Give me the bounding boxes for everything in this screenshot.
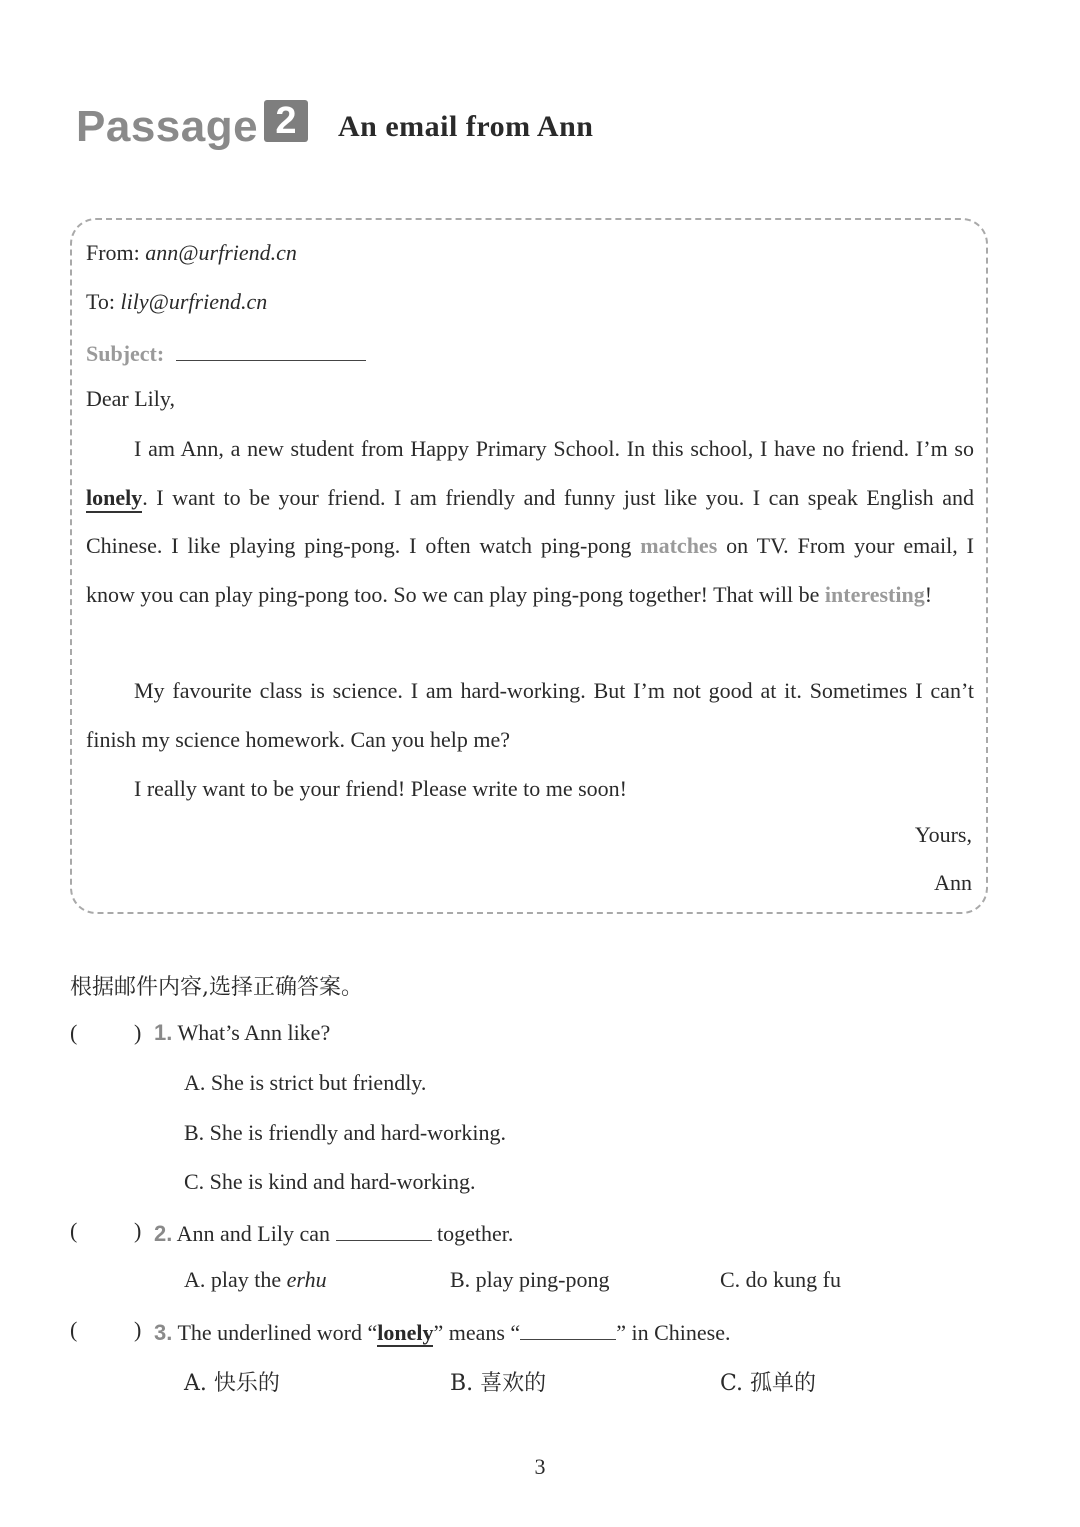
to-label: To: (86, 289, 116, 314)
question-number: 3. (154, 1320, 173, 1345)
answer-paren-open: ( (70, 1317, 78, 1342)
underlined-word-lonely: lonely (86, 485, 142, 513)
q3-option-a[interactable]: A. 快乐的 (184, 1371, 280, 1396)
answer-paren-open: ( (70, 1218, 78, 1243)
page-number: 3 (534, 1454, 546, 1479)
greeting: Dear Lily, (86, 386, 175, 411)
question-text-c: ” in Chinese. (616, 1320, 731, 1345)
answer-paren-close: ) (134, 1317, 142, 1342)
answer-paren-close: ) (134, 1020, 142, 1045)
from-label: From: (86, 240, 140, 265)
p1-text-b: . I want to be your friend. I am friendly and funny just like you. I can speak English and Chinese. I like playing ping-pong. I often watch ping-pong (86, 484, 974, 558)
highlight-word-interesting: interesting (824, 581, 925, 607)
question-number: 2. (154, 1221, 173, 1246)
question-text-a: The underlined word “ (177, 1320, 378, 1345)
q3-option-c[interactable]: C. 孤单的 (720, 1371, 817, 1396)
passage-title: An email from Ann (338, 110, 594, 143)
from-line (86, 240, 297, 266)
instruction: 根据邮件内容,选择正确答案。 (70, 975, 363, 1000)
question-text-a: Ann and Lily can (176, 1221, 331, 1246)
answer-paren-open: ( (70, 1020, 78, 1045)
q2-option-b[interactable]: B. play ping-pong (450, 1267, 610, 1292)
answer-paren-close: ) (134, 1218, 142, 1243)
q3-option-b[interactable]: B. 喜欢的 (450, 1371, 547, 1396)
question-text: What’s Ann like? (177, 1020, 331, 1045)
answer-blank[interactable] (336, 1218, 432, 1241)
passage-number-badge: 2 (264, 100, 308, 142)
to-value: lily@urfriend.cn (120, 289, 268, 314)
highlight-word-matches: matches (640, 533, 718, 558)
email-closing: Yours, (914, 822, 972, 847)
q2-option-a-italic: erhu (286, 1267, 327, 1292)
q2-option-a[interactable] (184, 1267, 327, 1293)
email-signature: Ann (934, 870, 972, 895)
email-paragraph-3: I really want to be your friend! Please write to me soon! (134, 776, 628, 801)
q2-option-a-text: A. play the (184, 1267, 287, 1292)
q1-option-a[interactable]: A. She is strict but friendly. (184, 1070, 427, 1095)
subject-label: Subject: (86, 341, 165, 366)
from-value: ann@urfriend.cn (145, 240, 297, 265)
to-line (86, 289, 267, 315)
p1-text-a: I am Ann, a new student from Happy Primary School. In this school, I have no friend. I’m so (134, 436, 974, 461)
q1-option-b[interactable]: B. She is friendly and hard-working. (184, 1120, 506, 1145)
question-text-b: together. (437, 1221, 514, 1246)
underlined-word-lonely: lonely (377, 1320, 434, 1345)
email-paragraph-2: My favourite class is science. I am hard-working. But I’m not good at it. Sometimes I can’t finish my science homework. Can you help me? (86, 678, 974, 752)
q1-option-c[interactable]: C. She is kind and hard-working. (184, 1169, 476, 1194)
subject-line (86, 338, 366, 367)
p1-text-d: ! (924, 581, 933, 607)
subject-blank[interactable] (176, 338, 366, 361)
email-paragraph-1 (86, 425, 974, 619)
answer-blank[interactable] (520, 1317, 616, 1340)
question-number: 1. (154, 1020, 173, 1045)
question-text-b: ” means “ (433, 1320, 521, 1345)
passage-label: Passage (76, 102, 259, 151)
q2-option-c[interactable]: C. do kung fu (720, 1267, 841, 1292)
p1-text-c: on TV. From your email, I know you can play ping-pong too. So we can play ping-pong together! That will be (86, 533, 974, 607)
